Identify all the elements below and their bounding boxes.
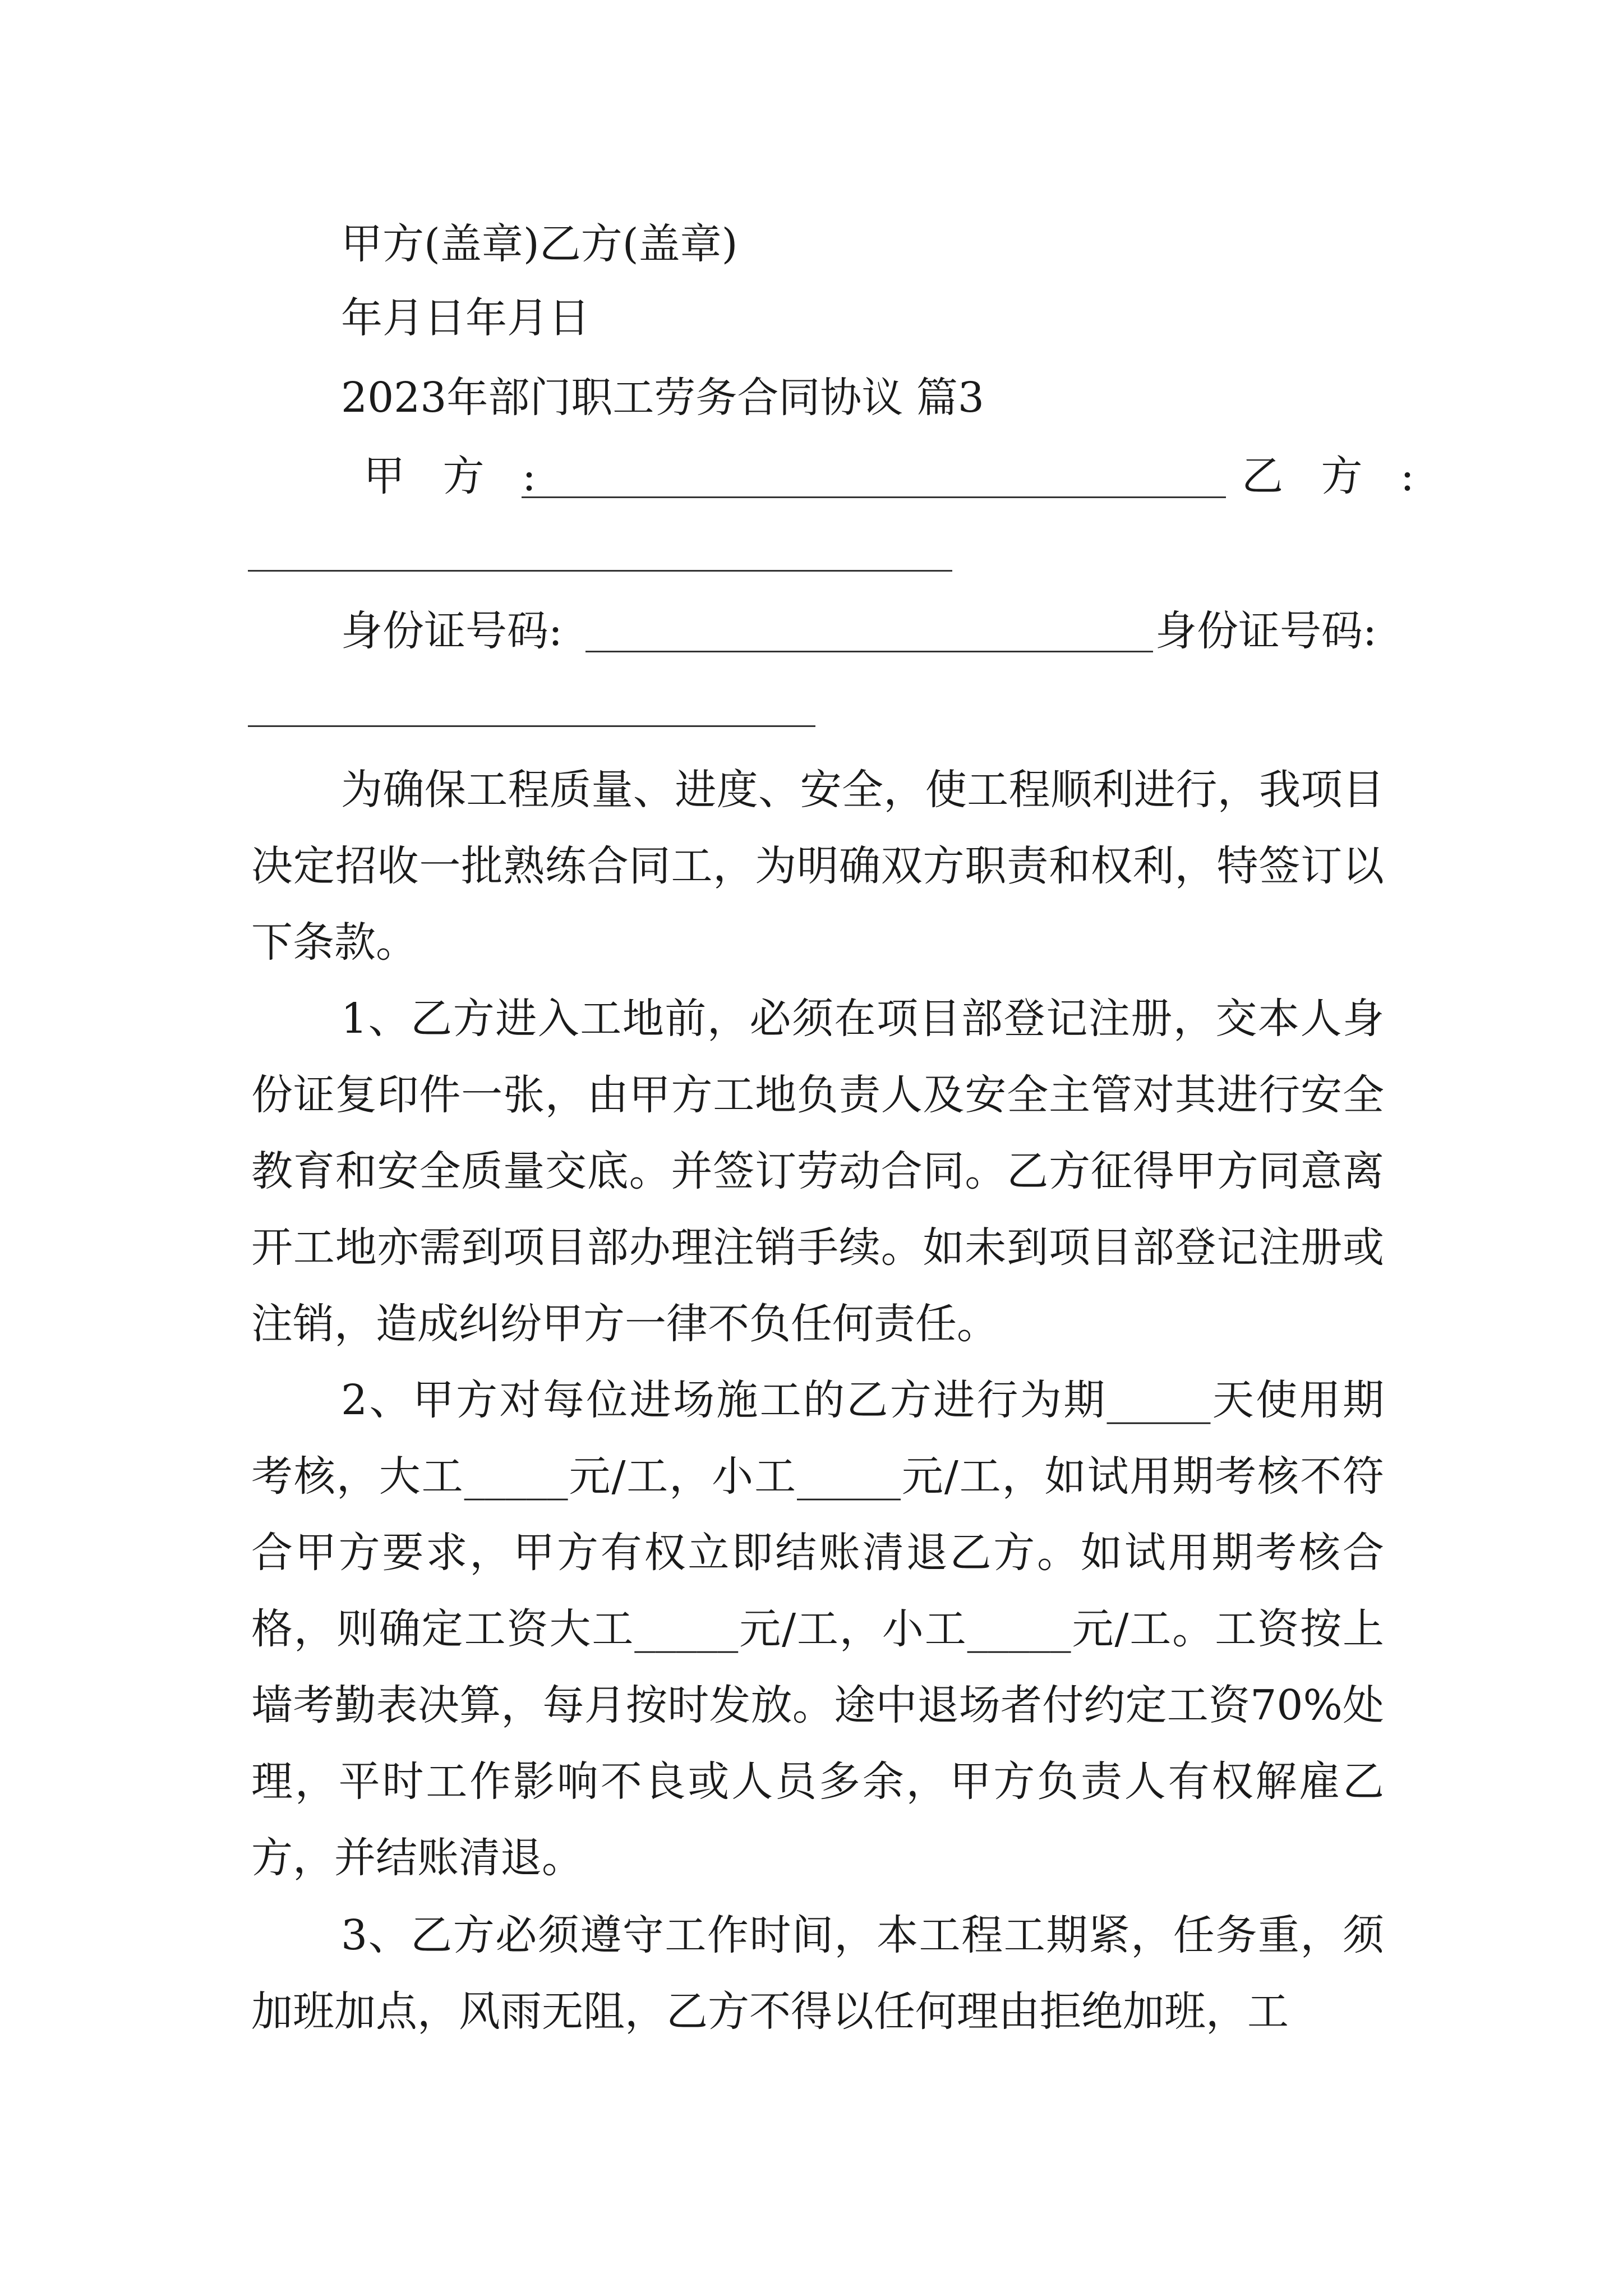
id-a-blank-line <box>585 651 1153 652</box>
intro-paragraph: 为确保工程质量、进度、安全，使工程顺利进行，我项目决定招收一批熟练合同工，为明确双方职责和权利，特签订以下条款。 <box>251 766 1384 967</box>
date-line: 年月日年月日 <box>341 294 590 342</box>
id-label-a: 身份证号码: <box>341 607 562 655</box>
clause-3: 3、乙方必须遵守工作时间，本工程工期紧，任务重，须加班加点，风雨无阻，乙方不得以任何理由拒绝加班，工 <box>251 1911 1384 2036</box>
clause-2: 2、甲方对每位进场施工的乙方进行为期_____天使用期考核，大工_____元/工，小工_____元/工，如试用期考核不符合甲方要求，甲方有权立即结账清退乙方。如试用期考核合格，则确定工资大工_____元/工，小工_____元/工。工资按上墙考勤表决算，每月按时发放。途中退场者付约定工资70%处理，平时工作影响不良或人员多余，甲方负责人有权解雇乙方，并结账清退。 <box>251 1376 1384 1882</box>
section-title: 2023年部门职工劳务合同协议 篇3 <box>341 374 984 422</box>
clause-1: 1、乙方进入工地前，必须在项目部登记注册，交本人身份证复印件一张，由甲方工地负责人及安全主管对其进行安全教育和安全质量交底。并签订劳动合同。乙方征得甲方同意离开工地亦需到项目部办理注销手续。如未到项目部登记注册或注销，造成纠纷甲方一律不负任何责任。 <box>251 995 1384 1348</box>
party-b-blank-line <box>248 570 952 572</box>
id-b-blank-line <box>248 725 815 727</box>
party-a-label: 甲 方 : <box>363 452 548 500</box>
party-a-blank-line <box>522 496 1226 498</box>
id-label-b: 身份证号码: <box>1155 607 1377 655</box>
party-b-label: 乙 方 : <box>1242 452 1427 500</box>
seal-line: 甲方(盖章)乙方(盖章) <box>341 220 738 268</box>
